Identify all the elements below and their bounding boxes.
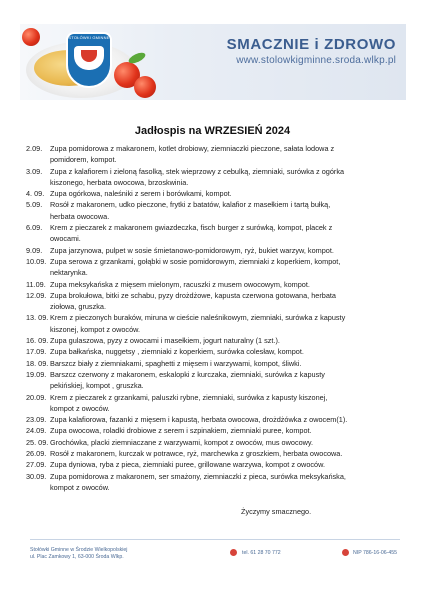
menu-row [26, 301, 396, 312]
menu-dishes: Zupa owocowa, roladki drobiowe z serem i szpinakiem, ziemniaki puree, kompot. [50, 426, 312, 436]
menu-row [26, 425, 396, 436]
menu-date: 12.09. [26, 290, 47, 300]
menu-row [26, 188, 396, 199]
menu-dishes: Zupa z kalafiorem i zieloną fasolką, stek wieprzowy z cebulką, ziemniaki, surówka z ogórka [50, 166, 345, 176]
menu-row [26, 437, 396, 448]
footer-nip: NIP 786-16-06-455 [353, 550, 398, 556]
menu-dishes: Rosół z makaronem, udko pieczone, frytki z batatów, kalafior z masełkiem i tartą bułką, [50, 200, 331, 210]
menu-dishes: Zupa ogórkowa, naleśniki z serem i borówkami, kompot. [50, 189, 232, 199]
menu-dishes: Zupa serowa z grzankami, gołąbki w sosie pomidorowym, ziemniaki z koperkiem, kompot, [50, 256, 341, 266]
menu-dishes: Krem z pieczonych buraków, miruna w cieście naleśnikowym, ziemniaki, surówka z kapusty [50, 313, 346, 323]
header-banner [20, 24, 406, 100]
menu-row [26, 459, 396, 470]
menu-dishes: kompot z owoców. [50, 403, 110, 413]
menu-row [26, 414, 396, 425]
menu-dishes: Zupa pomidorowa z makaronem, kotlet drobiowy, ziemniaczki pieczone, sałata lodowa z [50, 144, 335, 153]
menu-row [26, 154, 396, 165]
menu-row [26, 199, 396, 210]
menu-dishes: ziołowa, gruszka. [50, 302, 106, 312]
menu-dishes: Rosół z makaronem, kurczak w potrawce, ryż, marchewka z groszkiem, herbata owocowa. [50, 449, 343, 459]
menu-date [26, 380, 50, 391]
menu-row [26, 166, 396, 177]
menu-dishes: Zupa dyniowa, ryba z pieca, ziemniaki puree, grillowane warzywa, kompot z owoców. [50, 460, 325, 470]
menu-row [26, 279, 396, 290]
menu-dishes: kiszonej, kompot z owoców. [50, 324, 141, 334]
menu-dishes: herbata owocowa. [50, 211, 110, 221]
menu-row [26, 312, 396, 323]
menu-date [26, 324, 50, 335]
menu-row [26, 267, 396, 278]
menu-date: 27.09. [26, 460, 47, 470]
basil-leaf-image [127, 51, 147, 66]
menu-date: 24.09. [26, 426, 47, 436]
banner-url: www.stolowkigminne.sroda.wlkp.pl [236, 55, 396, 66]
menu-date: 2.09. [26, 144, 43, 153]
menu-dishes: kiszonego, herbata owocowa, brzoskwinia. [50, 177, 189, 187]
menu-row [26, 211, 396, 222]
menu-date [26, 154, 50, 165]
menu-date: 18. 09. [26, 358, 49, 368]
menu-date [26, 233, 50, 244]
menu-date: 6.09. [26, 223, 43, 233]
menu-row [26, 346, 396, 357]
menu-row [26, 335, 396, 346]
menu-row [26, 290, 396, 301]
menu-date [26, 403, 50, 414]
menu-date: 13. 09. [26, 313, 49, 323]
menu-dishes: Zupa pomidorowa z makaronem, ser smażony, ziemniaczki z pieca, surówka meksykańska, [50, 471, 346, 481]
logo-text: STOŁÓWKI GMINNE [68, 35, 110, 40]
footer-address: ul. Plac Zamkowy 1, 63-000 Środa Wlkp. [30, 554, 124, 560]
menu-date [26, 211, 50, 222]
menu-date [26, 267, 50, 278]
banner-title: SMACZNIE i ZDROWO [226, 36, 396, 53]
menu-dishes: Zupa bałkańska, nuggetsy , ziemniaki z koperkiem, surówka colesław, kompot. [50, 347, 304, 357]
menu-row [26, 233, 396, 244]
menu-date: 26.09. [26, 449, 47, 459]
menu-dishes: pomidorem, kompot. [50, 155, 117, 165]
menu-date: 9.09. [26, 245, 43, 255]
menu-dishes: owocami. [50, 234, 81, 244]
footer-org: Stołówki Gminne w Środzie Wielkopolskiej [30, 547, 128, 553]
menu-list [26, 143, 396, 493]
tomato-image [134, 76, 156, 98]
nip-icon [342, 549, 349, 556]
menu-date: 20.09. [26, 392, 47, 402]
menu-row [26, 143, 396, 154]
menu-dishes: Zupa brokułowa, bitki ze schabu, pyzy drożdżowe, kapusta czerwona gotowana, herbata [50, 290, 336, 300]
menu-dishes: Zupa meksykańska z mięsem mielonym, racuszki z musem owocowym, kompot. [50, 279, 310, 289]
closing-wish: Życzymy smacznego. [241, 507, 312, 516]
menu-dishes: Grochówka, placki ziemniaczane z warzywami, kompot z owoców, mus owocowy. [50, 437, 314, 447]
menu-row [26, 471, 396, 482]
tomato-image [22, 28, 40, 46]
menu-date: 16. 09. [26, 336, 49, 346]
canteen-logo [66, 32, 112, 88]
menu-row [26, 245, 396, 256]
food-photo [20, 24, 170, 100]
menu-date: 23.09. [26, 415, 47, 425]
menu-row [26, 358, 396, 369]
menu-date: 30.09. [26, 471, 47, 481]
menu-date: 10.09. [26, 256, 47, 266]
menu-date: 25. 09. [26, 437, 49, 447]
menu-date [26, 482, 50, 493]
menu-dishes: Zupa kalafiorowa, fazanki z mięsem i kapustą, herbata owocowa, drożdżówka z owocem(1). [50, 415, 348, 425]
menu-row [26, 482, 396, 493]
menu-date: 11.09. [26, 279, 46, 289]
menu-dishes: Zupa gulaszowa, pyzy z owocami i masełkiem, jogurt naturalny (1 szt.). [50, 336, 280, 346]
phone-icon [230, 549, 237, 556]
menu-dishes: pekińskiej, kompot , gruszka. [50, 381, 144, 391]
menu-row [26, 448, 396, 459]
menu-row [26, 403, 396, 414]
menu-date: 3.09. [26, 166, 43, 176]
menu-row [26, 256, 396, 267]
menu-dishes: kompot z owoców. [50, 482, 110, 492]
menu-row [26, 177, 396, 188]
menu-row [26, 369, 396, 380]
menu-dishes: Krem z pieczarek z grzankami, paluszki rybne, ziemniaki, surówka z kapusty kiszonej, [50, 392, 328, 402]
menu-row [26, 324, 396, 335]
menu-dishes: Barszcz czerwony z makaronem, eskalopki z kurczaka, ziemniaki, surówka z kapusty [50, 369, 325, 379]
menu-date: 4. 09. [26, 189, 45, 199]
menu-row [26, 222, 396, 233]
menu-date: 19.09. [26, 369, 47, 379]
menu-dishes: Barszcz biały z ziemniakami, spaghetti z mięsem i warzywami, kompot, śliwki. [50, 358, 302, 368]
menu-title: Jadłospis na WRZESIEŃ 2024 [134, 125, 291, 137]
menu-date: 5.09. [26, 200, 43, 210]
footer-divider [30, 539, 400, 540]
menu-row [26, 392, 396, 403]
menu-row [26, 380, 396, 391]
menu-dishes: Zupa jarzynowa, pulpet w sosie śmietanowo-pomidorowym, ryż, bukiet warzyw, kompot. [50, 245, 334, 255]
footer-phone: tel. 61 28 70 772 [242, 550, 281, 556]
menu-dishes: Krem z pieczarek z makaronem gwiazdeczka, fisch burger z surówką, kompot, placek z [50, 223, 333, 233]
menu-date [26, 301, 50, 312]
menu-date: 17.09. [26, 347, 47, 357]
menu-date [26, 177, 50, 188]
menu-dishes: nektarynka. [50, 268, 88, 278]
